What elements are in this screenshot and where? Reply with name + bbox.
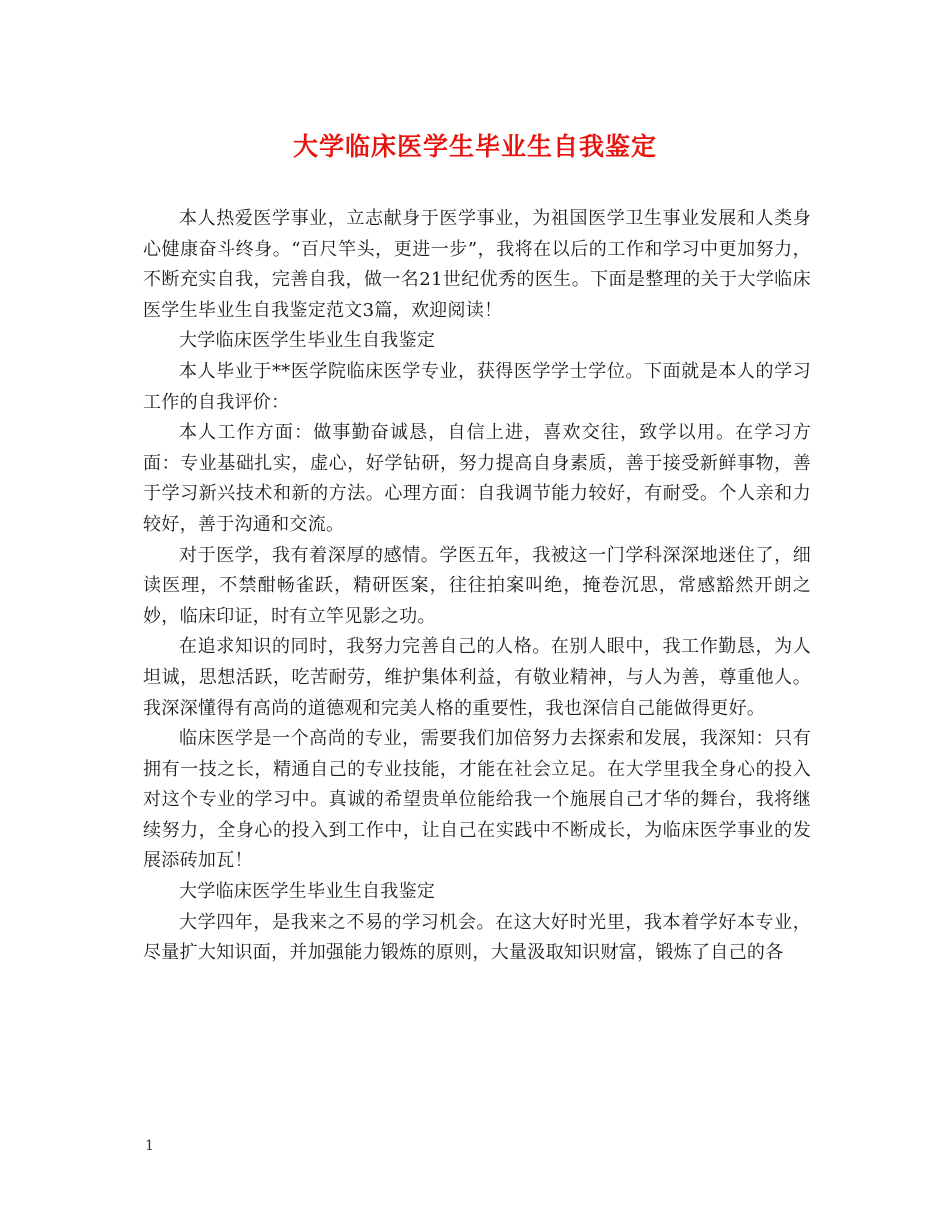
paragraph-graduation: 本人毕业于**医学院临床医学专业，获得医学学士学位。下面就是本人的学习工作的自我评价：	[143, 360, 811, 413]
paragraph-medicine-passion: 对于医学，我有着深厚的感情。学医五年，我被这一门学科深深地迷住了，细读医理，不禁酣畅雀跃，精研医案，往往拍案叫绝，掩卷沉思，常感豁然开朗之妙，临床印证，时有立竿见影之功。	[143, 544, 811, 627]
paragraph-intro: 本人热爱医学事业，立志献身于医学事业，为祖国医学卫生事业发展和人类身心健康奋斗终身。“百尺竿头，更进一步”，我将在以后的工作和学习中更加努力，不断充实自我，完善自我，做一名21世纪优秀的医生。下面是整理的关于大学临床医学生毕业生自我鉴定范文3篇，欢迎阅读！	[143, 208, 811, 321]
paragraph-career: 临床医学是一个高尚的专业，需要我们加倍努力去探索和发展，我深知：只有拥有一技之长，精通自己的专业技能，才能在社会立足。在大学里我全身心的投入对这个专业的学习中。真诚的希望贵单位能给我一个施展自己才华的舞台，我将继续努力，全身心的投入到工作中，让自己在实践中不断成长，为临床医学事业的发展添砖加瓦！	[143, 728, 811, 872]
paragraph-four-years: 大学四年，是我来之不易的学习机会。在这大好时光里，我本着学好本专业，尽量扩大知识面，并加强能力锻炼的原则，大量汲取知识财富，锻炼了自己的各	[143, 911, 811, 964]
section-heading-1: 大学临床医学生毕业生自我鉴定	[179, 330, 436, 352]
paragraph-personality: 在追求知识的同时，我努力完善自己的人格。在别人眼中，我工作勤恳，为人坦诚，思想活跃，吃苦耐劳，维护集体利益，有敬业精神，与人为善，尊重他人。我深深懂得有高尚的道德观和完美人格的重要性，我也深信自己能做得更好。	[143, 636, 811, 719]
page-number: 1	[145, 1138, 154, 1154]
document-body	[143, 204, 811, 969]
paragraph-work-study: 本人工作方面：做事勤奋诚恳，自信上进，喜欢交往，致学以用。在学习方面：专业基础扎实，虚心，好学钻研，努力提高自身素质，善于接受新鲜事物，善于学习新兴技术和新的方法。心理方面：自我调节能力较好，有耐受。个人亲和力较好，善于沟通和交流。	[143, 422, 811, 535]
document-title: 大学临床医学生毕业生自我鉴定	[292, 132, 657, 161]
section-heading-2: 大学临床医学生毕业生自我鉴定	[179, 881, 436, 903]
